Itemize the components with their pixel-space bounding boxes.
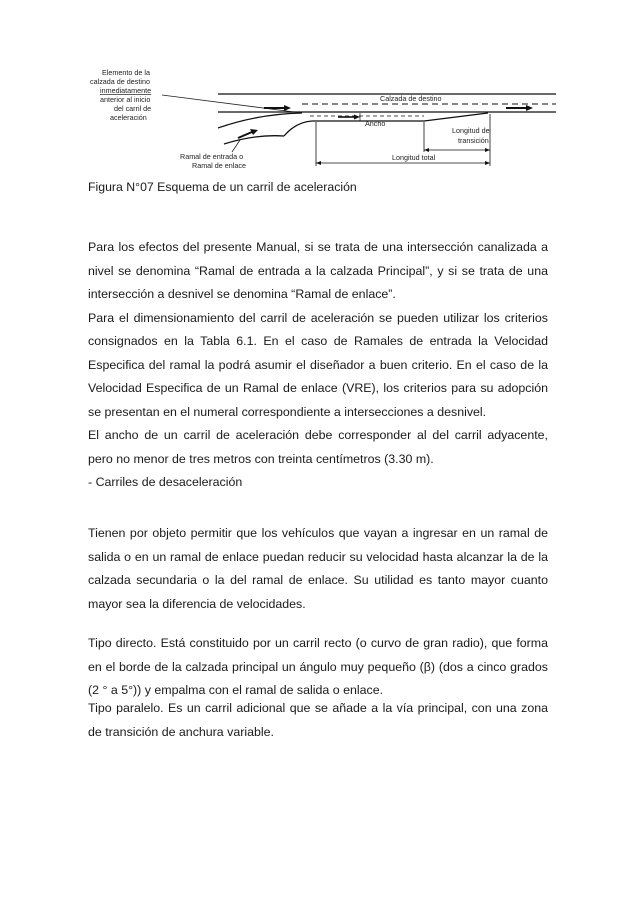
element-label-line-3: inmediatamente — [100, 86, 152, 95]
total-length-label: Longitud total — [392, 153, 436, 162]
acceleration-lane-diagram — [88, 64, 558, 180]
paragraph-deceleration-purpose: Tienen por objeto permitir que los vehículos que vayan a ingresar en un ramal de salida o en un ramal de enlace puedan reducir su velocidad hasta alcanzar la de la calzada secundaria o la del ramal de enlace. Su utilidad es tanto mayor cuanto mayor sea la diferencia de velocidades. — [88, 526, 548, 611]
ramp-label-line-1: Ramal de entrada o — [180, 152, 244, 161]
paragraph-direct-type: Tipo directo. Está constituido por un carril recto (o curvo de gran radio), que forma en el borde de la calzada principal un ángulo muy pequeño (β) (dos a cinco grados (2 ° a 5°)) y empalma con el ramal de salida o enlace. — [88, 636, 548, 697]
paragraph-lane-dimensioning: Para el dimensionamiento del carril de aceleración se pueden utilizar los criterios consignados en la Tabla 6.1. En el caso de Ramales de entrada la Velocidad Especifica del ramal la podrá asumir el diseñador a buen criterio. En el caso de la Velocidad Especifica de un Ramal de enlace (VRE), los criterios para su adopción se presentan en el numeral correspondiente a intersecciones a desnivel. — [88, 310, 548, 419]
element-label-line-1: Elemento de la — [102, 68, 150, 77]
width-label: Ancho — [365, 119, 386, 128]
ramp-label-line-2: Ramal de enlace — [192, 161, 246, 170]
element-label-line-2: calzada de destino — [90, 77, 150, 86]
paragraph-lane-width: El ancho de un carril de aceleración debe corresponder al del carril adyacente, pero no menor de tres metros con treinta centímetros (3.30 m). — [88, 428, 548, 466]
section-heading-deceleration-lanes: - Carriles de desaceleración — [88, 475, 243, 489]
body-block-4 — [88, 697, 548, 744]
body-block-1 — [88, 236, 548, 495]
element-label-line-6: aceleración — [110, 113, 147, 122]
transition-label-line-1: Longitud de — [452, 126, 490, 135]
lane-arrow — [338, 115, 360, 120]
destination-road-label: Calzada de destino — [380, 94, 442, 103]
figure-caption: Figura N°07 Esquema de un carril de aceleración — [88, 180, 357, 194]
transition-label-line-2: transición — [458, 136, 489, 145]
main-road-arrow-2 — [506, 105, 533, 111]
ramp-outer-edge — [224, 136, 284, 144]
element-pointer-line — [162, 95, 302, 113]
body-block-2 — [88, 522, 548, 616]
paragraph-parallel-type: Tipo paralelo. Es un carril adicional que se añade a la vía principal, con una zona de transición de anchura variable. — [88, 701, 548, 739]
ramp-inner-edge — [218, 113, 302, 128]
transition-dimension — [424, 148, 490, 152]
diagram-svg — [88, 64, 558, 180]
element-label-line-5: del carril de — [114, 104, 152, 113]
body-block-3 — [88, 632, 548, 703]
paragraph-canalized-intersection: Para los efectos del presente Manual, si se trata de una intersección canalizada a nivel se denomina “Ramal de entrada a la calzada Principal”, y si se trata de una intersección a desnivel se denomina “Ramal de enlace”. — [88, 240, 548, 301]
element-label-line-4: anterior al inicio — [100, 95, 151, 104]
